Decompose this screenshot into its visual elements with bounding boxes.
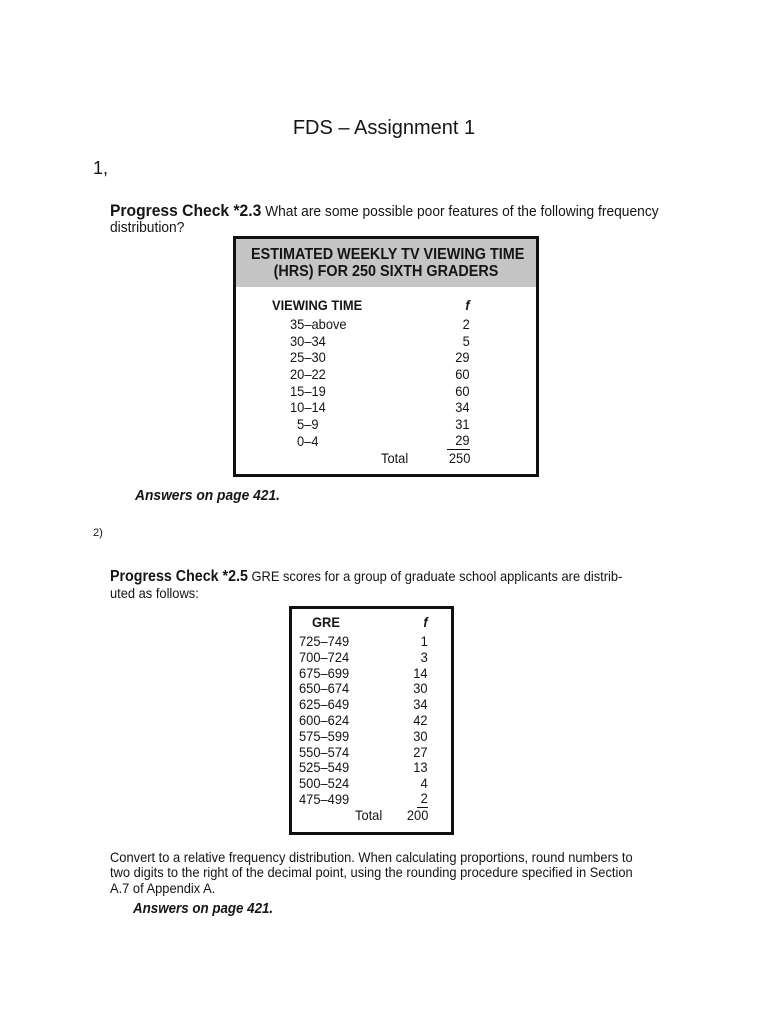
table-row — [299, 792, 428, 808]
table-row — [290, 333, 470, 350]
table-row — [290, 349, 470, 366]
viewing-time-range: 0–4 — [297, 432, 319, 449]
total-value: 200 — [406, 806, 428, 823]
column-header-frequency: f — [465, 297, 470, 313]
frequency-value: 3 — [420, 648, 428, 665]
table-row — [299, 681, 428, 697]
table-row — [299, 634, 428, 650]
gre-range: 500–524 — [299, 775, 350, 792]
progress-check-text: GRE scores for a group of graduate school applicants are distrib- — [251, 568, 623, 584]
table-row — [299, 745, 428, 761]
gre-range: 600–624 — [299, 711, 350, 728]
frequency-value: 29 — [447, 432, 470, 450]
table-title-band — [236, 239, 536, 287]
table-body — [290, 316, 470, 466]
gre-range: 575–599 — [299, 727, 350, 744]
gre-range: 700–724 — [299, 648, 350, 665]
table-row — [299, 729, 428, 745]
table-row — [299, 760, 428, 776]
frequency-value: 29 — [455, 349, 470, 366]
progress-check-heading: Progress Check *2.5 — [110, 568, 248, 585]
gre-range: 525–549 — [299, 759, 350, 776]
gre-range: 675–699 — [299, 664, 350, 681]
table-row — [290, 316, 470, 333]
total-label: Total — [381, 449, 409, 466]
frequency-value: 34 — [455, 399, 470, 416]
frequency-value: 60 — [455, 382, 470, 399]
progress-check-2-5-line-2: uted as follows: — [110, 585, 199, 601]
column-header-viewing-time: VIEWING TIME — [272, 297, 363, 313]
table-column-headers — [272, 297, 470, 313]
frequency-value: 5 — [462, 332, 470, 349]
question-1-number: 1, — [93, 158, 109, 178]
frequency-value: 27 — [413, 743, 428, 760]
total-value: 250 — [448, 449, 470, 466]
table-row — [290, 383, 470, 400]
frequency-value: 13 — [413, 759, 428, 776]
frequency-value: 34 — [413, 696, 428, 713]
frequency-value: 2 — [417, 791, 428, 808]
tv-viewing-time-table — [233, 236, 539, 477]
document-title: FDS – Assignment 1 — [292, 117, 476, 139]
instruction-line-2: two digits to the right of the decimal point, using the rounding procedure specified in Section — [110, 864, 633, 880]
frequency-value: 30 — [413, 727, 428, 744]
table-row — [290, 366, 470, 383]
viewing-time-range: 15–19 — [290, 382, 326, 399]
answers-reference: Answers on page 421. — [133, 901, 274, 917]
viewing-time-range: 20–22 — [290, 366, 326, 383]
table-row — [290, 416, 470, 433]
total-label: Total — [355, 806, 383, 823]
gre-range: 650–674 — [299, 680, 350, 697]
instruction-line-3: A.7 of Appendix A. — [110, 880, 216, 896]
question-2-number: 2) — [93, 527, 103, 539]
column-header-gre: GRE — [312, 614, 340, 630]
frequency-value: 42 — [413, 711, 428, 728]
viewing-time-range: 5–9 — [297, 416, 319, 433]
gre-range: 625–649 — [299, 696, 350, 713]
progress-check-heading: Progress Check *2.3 — [110, 201, 262, 220]
table-total-row — [290, 450, 470, 467]
viewing-time-range: 25–30 — [290, 349, 326, 366]
viewing-time-range: 10–14 — [290, 399, 326, 416]
column-header-frequency: f — [423, 614, 428, 630]
gre-scores-table — [289, 606, 454, 835]
gre-range: 725–749 — [299, 633, 350, 649]
gre-range: 475–499 — [299, 790, 350, 807]
viewing-time-range: 30–34 — [290, 332, 326, 349]
frequency-value: 60 — [455, 366, 470, 383]
table-total-row — [299, 808, 428, 824]
table-row — [299, 697, 428, 713]
table-column-headers — [312, 614, 428, 630]
progress-check-text: What are some possible poor features of the following frequency — [265, 203, 659, 220]
table-row — [299, 666, 428, 682]
frequency-value: 2 — [462, 316, 470, 332]
answers-reference: Answers on page 421. — [135, 487, 280, 504]
frequency-value: 31 — [455, 416, 470, 433]
viewing-time-range: 35–above — [290, 316, 347, 332]
frequency-value: 14 — [413, 664, 428, 681]
table-row — [299, 776, 428, 792]
gre-range: 550–574 — [299, 743, 350, 760]
table-body — [299, 634, 428, 824]
table-row — [299, 650, 428, 666]
frequency-value: 1 — [420, 633, 428, 649]
progress-check-2-3-line-2: distribution? — [110, 219, 185, 236]
table-row — [290, 433, 470, 450]
frequency-value: 30 — [413, 680, 428, 697]
table-title-line-2: (HRS) FOR 250 SIXTH GRADERS — [273, 262, 499, 280]
table-row — [299, 713, 428, 729]
instruction-line-1: Convert to a relative frequency distribution. When calculating proportions, round numbers to — [110, 849, 633, 865]
frequency-value: 4 — [420, 775, 428, 792]
table-row — [290, 399, 470, 416]
progress-check-2-3-line-1 — [110, 202, 659, 221]
table-title-line-1: ESTIMATED WEEKLY TV VIEWING TIME — [251, 245, 525, 263]
